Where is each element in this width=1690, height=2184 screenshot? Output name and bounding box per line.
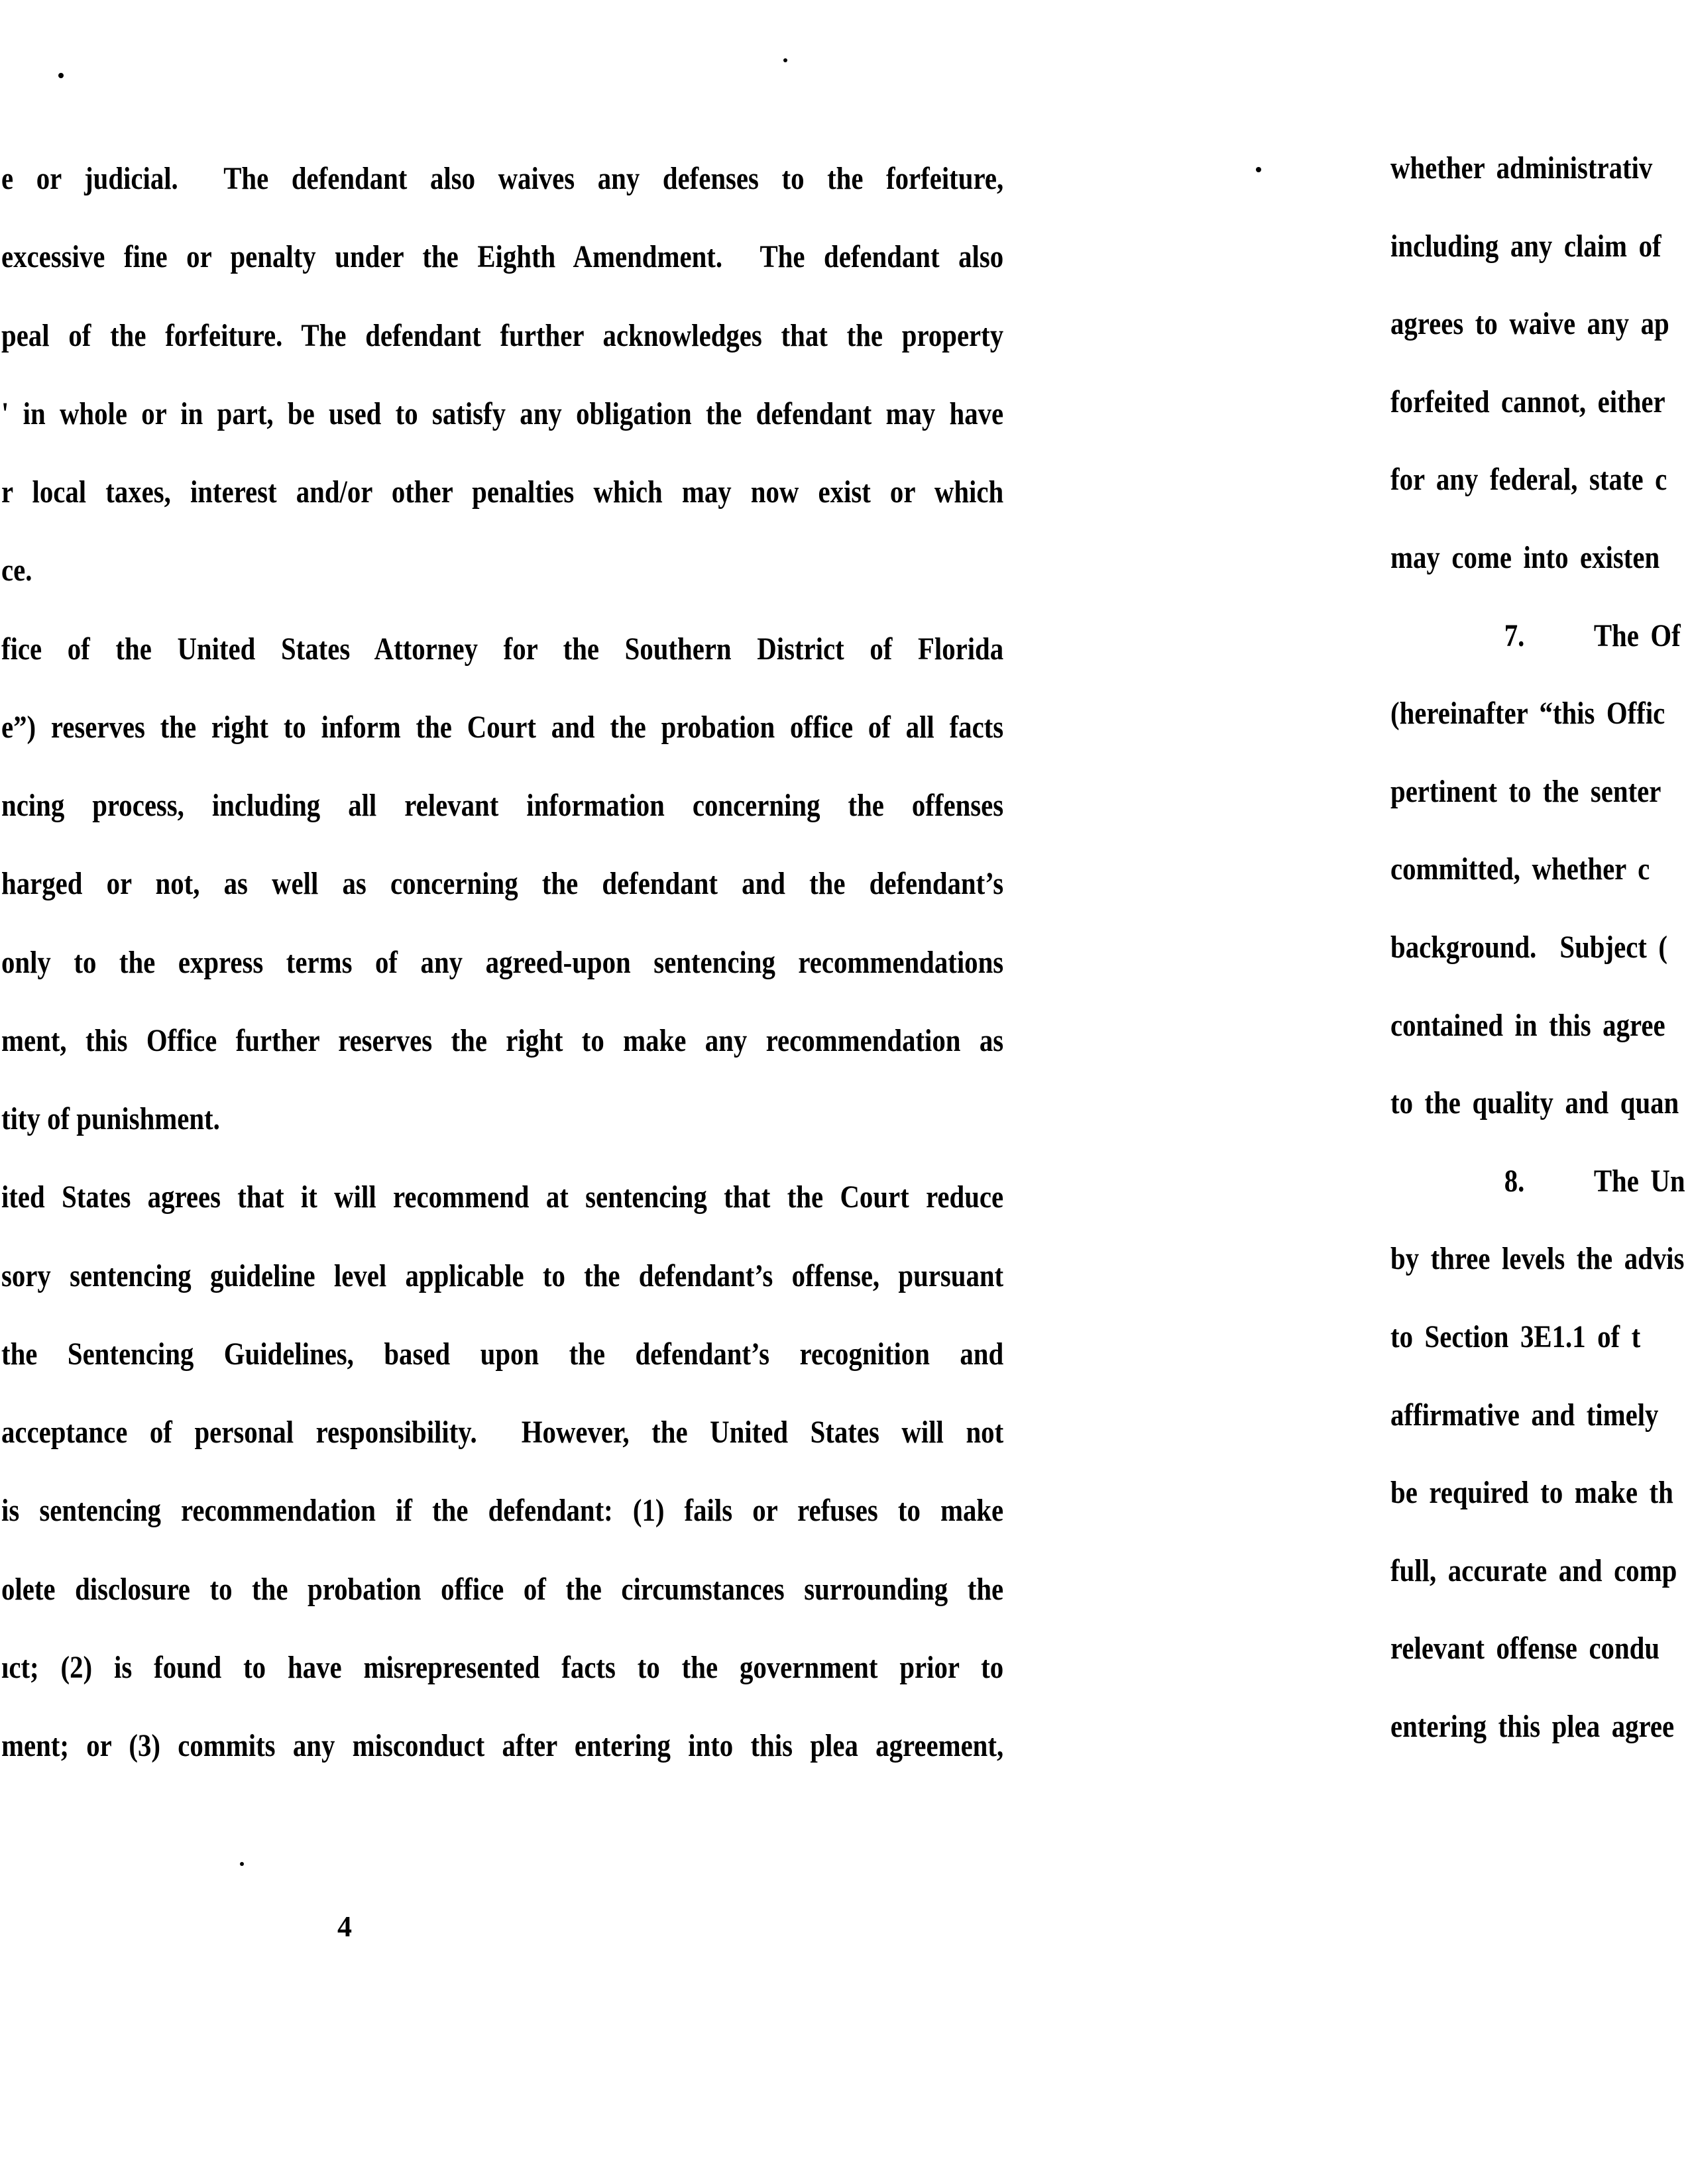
text-line: olete disclosure to the probation office of the circumstances surrounding the (1, 1572, 1004, 1607)
text-line: full, accurate and comp (1390, 1553, 1677, 1588)
text-line: acceptance of personal responsibility. However, the United States will not (1, 1415, 1004, 1450)
text-line: e or judicial. The defendant also waives any defenses to the forfeiture, (1, 161, 1004, 196)
text-line: ıct; (2) is found to have misrepresented facts to the government prior to (1, 1650, 1004, 1685)
paragraph-number-line: 8. The Un (1504, 1164, 1685, 1199)
text-line: contained in this agree (1390, 1008, 1665, 1043)
page-number: 4 (337, 1910, 352, 1943)
text-line: excessive fine or penalty under the Eighth Amendment. The defendant also (1, 239, 1004, 274)
ink-speck (240, 1862, 244, 1866)
text-line: (hereinafter “this Offic (1390, 696, 1665, 731)
text-line: ce. (1, 553, 32, 588)
ink-speck (1256, 167, 1261, 172)
text-line: r local taxes, interest and/or other penalties which may now exist or which (1, 474, 1004, 510)
text-line: background. Subject ( (1390, 930, 1668, 965)
text-line: agrees to waive any ap (1390, 306, 1669, 341)
text-line: ment, this Office further reserves the right to make any recommendation as (1, 1023, 1004, 1058)
text-line: tity of punishment. (1, 1101, 220, 1136)
text-line: relevant offense condu (1390, 1631, 1660, 1666)
text-line: whether administrativ (1390, 150, 1653, 186)
text-line: forfeited cannot, either (1390, 384, 1665, 419)
text-line: entering this plea agree (1390, 1709, 1675, 1744)
text-line: only to the express terms of any agreed-upon sentencing recommendations (1, 945, 1004, 980)
text-line: ment; or (3) commits any misconduct after entering into this plea agreement, (1, 1728, 1004, 1763)
ink-speck (58, 73, 64, 78)
text-line: for any federal, state c (1390, 462, 1667, 497)
text-line: may come into existen (1390, 540, 1660, 575)
text-line: ' in whole or in part, be used to satisfy any obligation the defendant may have (1, 396, 1004, 431)
text-line: to Section 3E1.1 of t (1390, 1319, 1641, 1354)
text-line: the Sentencing Guidelines, based upon the defendant’s recognition and (1, 1337, 1004, 1372)
text-line: by three levels the advis (1390, 1241, 1685, 1276)
text-line: ncing process, including all relevant information concerning the offenses (1, 788, 1004, 823)
text-line: peal of the forfeiture. The defendant further acknowledges that the property (1, 318, 1004, 353)
text-line: e”) reserves the right to inform the Court and the probation office of all facts (1, 710, 1004, 745)
text-line: pertinent to the senter (1390, 774, 1662, 809)
text-line: is sentencing recommendation if the defendant: (1) fails or refuses to make (1, 1493, 1004, 1528)
text-line: affirmative and timely (1390, 1397, 1659, 1433)
text-line: committed, whether c (1390, 851, 1650, 887)
text-line: sory sentencing guideline level applicable to the defendant’s offense, pursuant (1, 1258, 1004, 1293)
text-line: be required to make th (1390, 1475, 1673, 1510)
paragraph-number-line: 7. The Of (1504, 618, 1681, 653)
text-line: ited States agrees that it will recommend at sentencing that the Court reduce (1, 1179, 1004, 1215)
text-line: harged or not, as well as concerning the defendant and the defendant’s (1, 866, 1004, 901)
text-line: to the quality and quan (1390, 1085, 1679, 1120)
text-line: fice of the United States Attorney for the Southern District of Florida (1, 631, 1004, 667)
ink-speck (783, 58, 787, 62)
text-line: including any claim of (1390, 229, 1662, 264)
